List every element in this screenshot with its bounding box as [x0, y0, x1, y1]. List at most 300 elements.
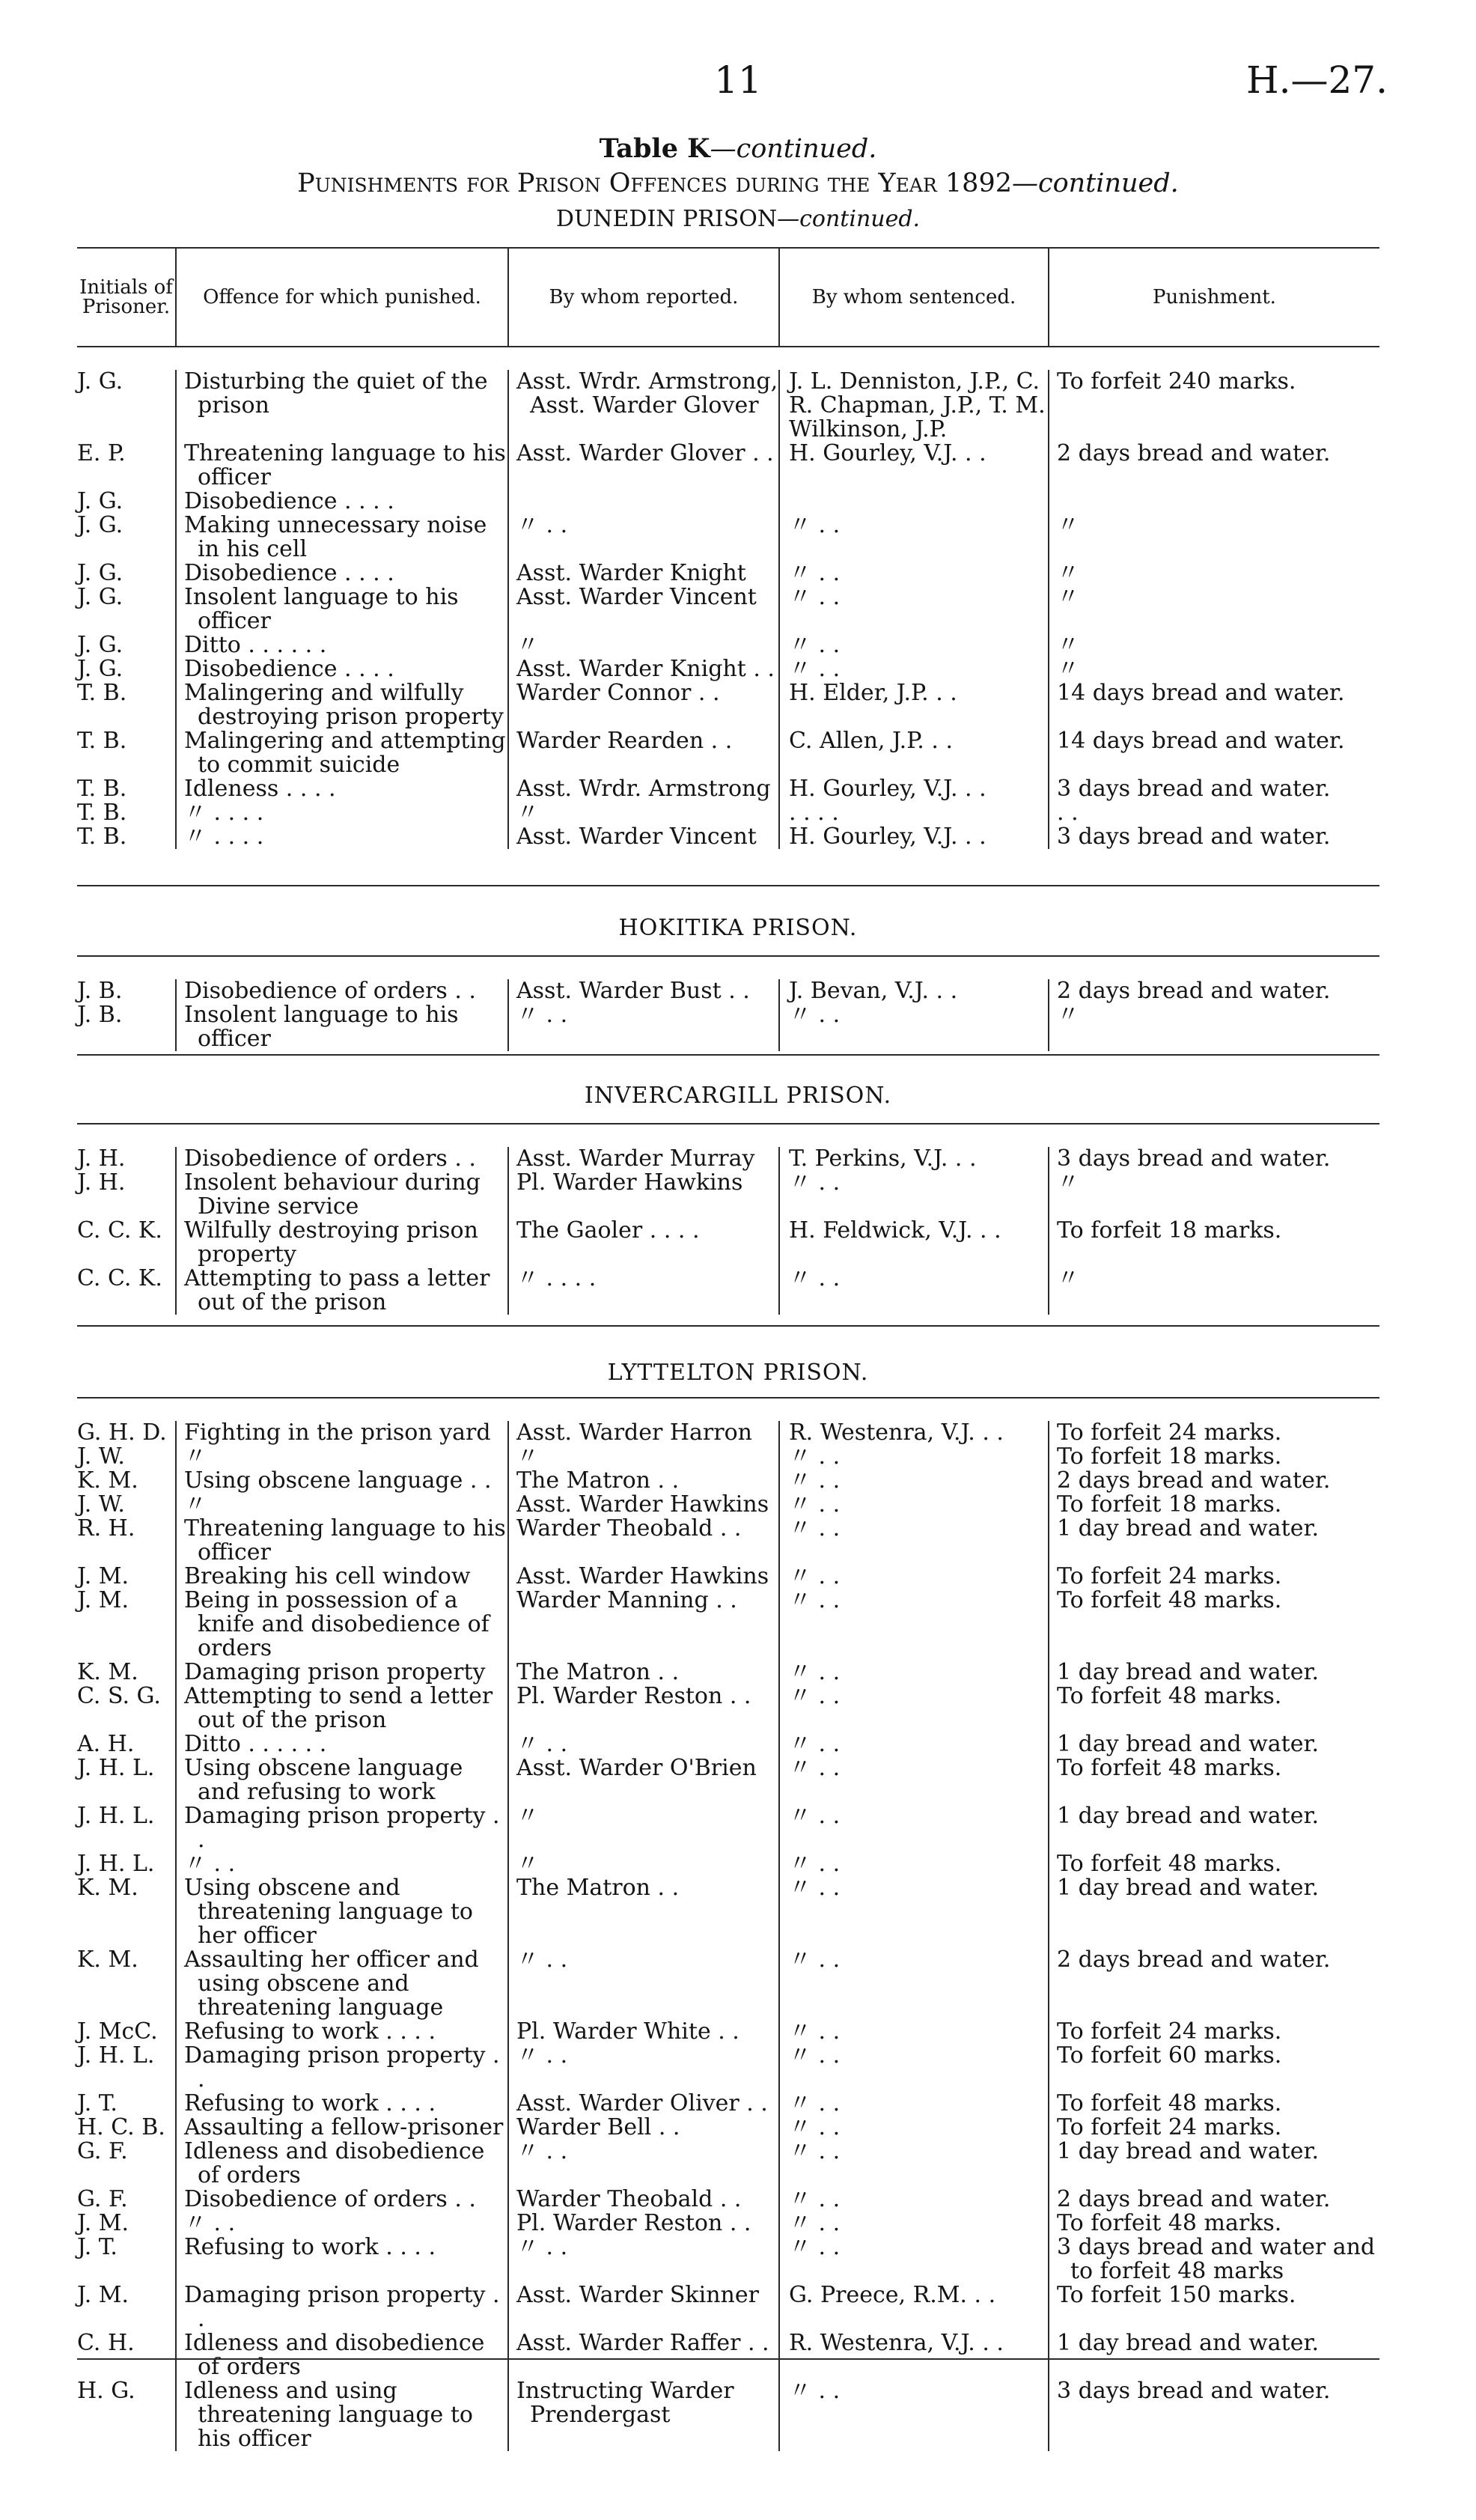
column-header: Offence for which punished. [176, 248, 508, 347]
reported-by-cell: The Matron . . [508, 1661, 779, 1684]
section-rule [77, 955, 1379, 957]
punishment-cell: To forfeit 240 marks. [1049, 370, 1379, 442]
table-row [77, 801, 1379, 825]
sentenced-by-cell: 〃 . . [779, 1876, 1049, 1948]
sentenced-by-cell: H. Gourley, V.J. . . [779, 442, 1049, 490]
sentenced-by-cell: 〃 . . [779, 514, 1049, 561]
sentenced-by-cell: 〃 . . [779, 2236, 1049, 2283]
punishment-cell: To forfeit 48 marks. [1049, 2212, 1379, 2236]
table-row [77, 657, 1379, 681]
section-rule [77, 1397, 1379, 1399]
prisoner-initials-cell: J. M. [77, 2282, 129, 2308]
table-row [77, 1171, 1379, 1219]
sentenced-by-cell: 〃 . . [779, 2188, 1049, 2212]
punishment-cell: . . [1049, 801, 1379, 825]
section-rule [77, 1054, 1379, 1056]
prisoner-initials-cell: J. G. [77, 632, 123, 658]
offence-cell: Damaging prison property . . [176, 2283, 508, 2331]
table-row [77, 1852, 1379, 1876]
prisoner-initials-cell: H. G. [77, 2378, 135, 2404]
offence-cell: 〃 . . . . [176, 825, 508, 849]
prisoner-initials-cell: K. M. [77, 1947, 138, 1973]
punishment-cell: 3 days bread and water. [1049, 777, 1379, 801]
prisoner-initials-cell: T. B. [77, 728, 127, 754]
prisoner-initials-cell: J. M. [77, 1563, 129, 1589]
punishment-cell: To forfeit 24 marks. [1049, 2116, 1379, 2140]
reported-by-cell: Asst. Wrdr. Armstrong, Asst. Warder Glover [508, 370, 779, 442]
prisoner-initials-cell: J. B. [77, 1002, 123, 1028]
sentenced-by-cell: 〃 . . [779, 1565, 1049, 1589]
sentenced-by-cell: R. Westenra, V.J. . . [779, 1421, 1049, 1445]
prisoner-initials-cell: A. H. [77, 1731, 135, 1757]
table-row [77, 2236, 1379, 2283]
reported-by-cell: Pl. Warder Reston . . [508, 2212, 779, 2236]
punishment-cell: 1 day bread and water. [1049, 1876, 1379, 1948]
punishment-cell: 3 days bread and water. [1049, 2379, 1379, 2451]
offence-cell: Disobedience of orders . . [176, 2188, 508, 2212]
prisoner-initials-cell: C. S. G. [77, 1683, 161, 1709]
offence-cell: Damaging prison property . . [176, 1804, 508, 1852]
punishment-cell: 〃 [1049, 1267, 1379, 1315]
table-row [77, 1661, 1379, 1684]
table-row [77, 1756, 1379, 1804]
offence-cell: Insolent language to his officer [176, 1003, 508, 1051]
sentenced-by-cell: H. Feldwick, V.J. . . [779, 1219, 1049, 1267]
sentenced-by-cell: R. Westenra, V.J. . . [779, 2331, 1049, 2379]
offence-cell: Being in possession of a knife and disobedience of orders [176, 1589, 508, 1661]
offence-cell: 〃 . . [176, 1852, 508, 1876]
punishment-cell: To forfeit 48 marks. [1049, 1756, 1379, 1804]
sentenced-by-cell: 〃 . . [779, 2140, 1049, 2188]
subtitle-text: Punishments for Prison Offences during the Year 1892 [297, 168, 1012, 198]
sentenced-by-cell: 〃 . . [779, 1948, 1049, 2020]
section-rule [77, 885, 1379, 886]
offence-cell: 〃 . . [176, 2212, 508, 2236]
offence-cell: Disobedience of orders . . [176, 1147, 508, 1171]
table-row [77, 2379, 1379, 2451]
reported-by-cell: Asst. Warder Raffer . . [508, 2331, 779, 2379]
sentenced-by-cell: 〃 . . [779, 2092, 1049, 2116]
prisoner-initials-cell: J. McC. [77, 2018, 158, 2045]
offence-cell: Fighting in the prison yard [176, 1421, 508, 1445]
prison-title [0, 206, 1476, 232]
table-row [77, 1469, 1379, 1493]
offence-cell: Using obscene and threatening language to her officer [176, 1876, 508, 1948]
reported-by-cell: 〃 [508, 1852, 779, 1876]
reported-by-cell: Asst. Warder Harron [508, 1421, 779, 1445]
invercargill-table [77, 1147, 1379, 1315]
table-row [77, 1684, 1379, 1732]
prisoner-initials-cell: T. B. [77, 824, 127, 850]
column-header-row [77, 248, 1379, 347]
prisoner-initials-cell: J. H. [77, 1169, 126, 1196]
sentenced-by-cell: 〃 . . [779, 1445, 1049, 1469]
punishment-cell: 1 day bread and water. [1049, 1661, 1379, 1684]
prisoner-initials-cell: J. G. [77, 656, 123, 682]
reported-by-cell: Warder Theobald . . [508, 1517, 779, 1565]
offence-cell: Refusing to work . . . . [176, 2020, 508, 2044]
section-rule [77, 1123, 1379, 1124]
reported-by-cell: Pl. Warder White . . [508, 2020, 779, 2044]
punishment-cell: 3 days bread and water. [1049, 825, 1379, 849]
reported-by-cell: 〃 . . . . [508, 1267, 779, 1315]
punishment-cell: 2 days bread and water. [1049, 442, 1379, 490]
offence-cell: Malingering and attempting to commit suicide [176, 729, 508, 777]
table-row [77, 979, 1379, 1003]
offence-cell: Refusing to work . . . . [176, 2236, 508, 2283]
punishment-cell: 14 days bread and water. [1049, 729, 1379, 777]
punishment-cell: 2 days bread and water. [1049, 2188, 1379, 2212]
reported-by-cell: 〃 [508, 801, 779, 825]
reported-by-cell: Asst. Warder Knight [508, 561, 779, 585]
prisoner-initials-cell: J. H. L. [77, 2042, 155, 2069]
offence-cell: Attempting to send a letter out of the prison [176, 1684, 508, 1732]
punishment-cell: 1 day bread and water. [1049, 2140, 1379, 2188]
reported-by-cell: The Gaoler . . . . [508, 1219, 779, 1267]
subtitle-suffix: —continued. [1012, 168, 1179, 198]
table-row [77, 1267, 1379, 1315]
sentenced-by-cell: G. Preece, R.M. . . [779, 2283, 1049, 2331]
punishment-cell: 3 days bread and water and to forfeit 48 marks [1049, 2236, 1379, 2283]
sentenced-by-cell: H. Gourley, V.J. . . [779, 825, 1049, 849]
punishment-cell: To forfeit 18 marks. [1049, 1493, 1379, 1517]
table-row [77, 514, 1379, 561]
offence-cell: Making unnecessary noise in his cell [176, 514, 508, 561]
reported-by-cell: 〃 . . [508, 1732, 779, 1756]
table-row [77, 1003, 1379, 1051]
offence-cell: Disobedience . . . . [176, 657, 508, 681]
punishment-cell: To forfeit 18 marks. [1049, 1219, 1379, 1267]
section-title-lyttelton: LYTTELTON PRISON. [607, 1360, 869, 1386]
table-row [77, 633, 1379, 657]
table-subtitle [0, 168, 1476, 198]
sentenced-by-cell: 〃 . . [779, 1804, 1049, 1852]
table-row [77, 2092, 1379, 2116]
sentenced-by-cell: C. Allen, J.P. . . [779, 729, 1049, 777]
sentenced-by-cell: 〃 . . [779, 2020, 1049, 2044]
section-title-invercargill: INVERCARGILL PRISON. [584, 1083, 892, 1109]
sentenced-by-cell: 〃 . . [779, 1267, 1049, 1315]
table-row [77, 777, 1379, 801]
punishment-cell: 1 day bread and water. [1049, 2331, 1379, 2379]
prisoner-initials-cell: G. F. [77, 2186, 128, 2212]
punishment-cell: To forfeit 24 marks. [1049, 1421, 1379, 1445]
sentenced-by-cell: J. Bevan, V.J. . . [779, 979, 1049, 1003]
sentenced-by-cell: 〃 . . [779, 2116, 1049, 2140]
prison-title-suffix: —continued. [777, 206, 921, 232]
table-row [77, 681, 1379, 729]
column-header-table [77, 247, 1379, 347]
offence-cell: Threatening language to his officer [176, 1517, 508, 1565]
offence-cell: Using obscene language . . [176, 1469, 508, 1493]
column-header: Initials of Prisoner. [77, 248, 176, 347]
table-title [0, 133, 1476, 164]
table-row [77, 1876, 1379, 1948]
prisoner-initials-cell: J. G. [77, 488, 123, 514]
prisoner-initials-cell: C. C. K. [77, 1217, 162, 1244]
offence-cell: Assaulting her officer and using obscene and threatening language [176, 1948, 508, 2020]
reported-by-cell: Asst. Warder Glover . . [508, 442, 779, 490]
prison-title-text: DUNEDIN PRISON [555, 206, 778, 232]
prisoner-initials-cell: K. M. [77, 1875, 138, 1901]
reported-by-cell: 〃 . . [508, 514, 779, 561]
reported-by-cell: 〃 . . [508, 2140, 779, 2188]
offence-cell: Idleness and using threatening language to his officer [176, 2379, 508, 2451]
sentenced-by-cell: H. Elder, J.P. . . [779, 681, 1049, 729]
prisoner-initials-cell: J. G. [77, 584, 123, 610]
table-row [77, 1565, 1379, 1589]
punishment-cell: To forfeit 18 marks. [1049, 1445, 1379, 1469]
section-rule [77, 2358, 1379, 2360]
offence-cell: Refusing to work . . . . [176, 2092, 508, 2116]
table-row [77, 2116, 1379, 2140]
prisoner-initials-cell: J. M. [77, 2210, 129, 2236]
sentenced-by-cell: 〃 . . [779, 1469, 1049, 1493]
offence-cell: Disobedience . . . . [176, 490, 508, 514]
punishment-cell: 1 day bread and water. [1049, 1804, 1379, 1852]
reported-by-cell: Asst. Warder Vincent [508, 825, 779, 849]
prisoner-initials-cell: J. G. [77, 512, 123, 538]
sentenced-by-cell: 〃 . . [779, 1684, 1049, 1732]
table-row [77, 2140, 1379, 2188]
punishment-cell: 〃 [1049, 514, 1379, 561]
page-number: 11 [714, 58, 762, 102]
punishment-cell: 〃 [1049, 585, 1379, 633]
table-row [77, 1445, 1379, 1469]
punishment-cell: To forfeit 24 marks. [1049, 2020, 1379, 2044]
offence-cell: Insolent language to his officer [176, 585, 508, 633]
reported-by-cell: Asst. Warder Hawkins [508, 1565, 779, 1589]
table-row [77, 825, 1379, 849]
reported-by-cell: Warder Bell . . [508, 2116, 779, 2140]
prisoner-initials-cell: J. T. [77, 2234, 118, 2260]
reported-by-cell: The Matron . . [508, 1469, 779, 1493]
prisoner-initials-cell: H. C. B. [77, 2114, 165, 2140]
prisoner-initials-cell: R. H. [77, 1515, 135, 1541]
prisoner-initials-cell: J. H. L. [77, 1803, 155, 1829]
sentenced-by-cell: 〃 . . [779, 1756, 1049, 1804]
prisoner-initials-cell: K. M. [77, 1659, 138, 1685]
reported-by-cell: Asst. Warder Bust . . [508, 979, 779, 1003]
sentenced-by-cell: 〃 . . [779, 1589, 1049, 1661]
table-row [77, 2044, 1379, 2092]
reported-by-cell: Warder Rearden . . [508, 729, 779, 777]
prisoner-initials-cell: J. G. [77, 560, 123, 586]
offence-cell: Damaging prison property [176, 1661, 508, 1684]
punishment-cell: 2 days bread and water. [1049, 1948, 1379, 2020]
offence-cell: Breaking his cell window [176, 1565, 508, 1589]
punishment-cell: 2 days bread and water. [1049, 1469, 1379, 1493]
section-title-hokitika: HOKITIKA PRISON. [618, 915, 858, 941]
sentenced-by-cell [779, 490, 1049, 514]
reported-by-cell: The Matron . . [508, 1876, 779, 1948]
table-row [77, 1219, 1379, 1267]
offence-cell: Attempting to pass a letter out of the prison [176, 1267, 508, 1315]
column-header: By whom reported. [508, 248, 779, 347]
reported-by-cell: Warder Theobald . . [508, 2188, 779, 2212]
offence-cell: 〃 . . . . [176, 801, 508, 825]
punishment-cell: 1 day bread and water. [1049, 1732, 1379, 1756]
sentenced-by-cell: 〃 . . [779, 561, 1049, 585]
sentenced-by-cell: 〃 . . [779, 585, 1049, 633]
sentenced-by-cell: H. Gourley, V.J. . . [779, 777, 1049, 801]
table-row [77, 2020, 1379, 2044]
reported-by-cell: Instructing Warder Prendergast [508, 2379, 779, 2451]
sentenced-by-cell: 〃 . . [779, 633, 1049, 657]
table-row [77, 370, 1379, 442]
prisoner-initials-cell: T. B. [77, 800, 127, 826]
table-row [77, 1948, 1379, 2020]
section-rule [77, 1325, 1379, 1327]
reported-by-cell: Asst. Warder Vincent [508, 585, 779, 633]
table-row [77, 1589, 1379, 1661]
reported-by-cell: 〃 . . [508, 1948, 779, 2020]
table-row [77, 561, 1379, 585]
prisoner-initials-cell: G. F. [77, 2138, 128, 2164]
punishment-cell: To forfeit 48 marks. [1049, 1589, 1379, 1661]
sentenced-by-cell: 〃 . . [779, 657, 1049, 681]
offence-cell: Idleness and disobedience of orders [176, 2140, 508, 2188]
prisoner-initials-cell: C. H. [77, 2330, 135, 2356]
prisoner-initials-cell: T. B. [77, 776, 127, 802]
table-title-suffix: —continued. [710, 134, 877, 164]
column-header: By whom sentenced. [779, 248, 1049, 347]
dunedin-table [77, 370, 1379, 849]
punishment-cell: 3 days bread and water. [1049, 1147, 1379, 1171]
prisoner-initials-cell: J. B. [77, 978, 123, 1004]
punishment-cell: To forfeit 60 marks. [1049, 2044, 1379, 2092]
sentenced-by-cell: 〃 . . [779, 2379, 1049, 2451]
sentenced-by-cell: 〃 . . [779, 2044, 1049, 2092]
offence-cell: Disturbing the quiet of the prison [176, 370, 508, 442]
offence-cell: Damaging prison property . . [176, 2044, 508, 2092]
offence-cell: Malingering and wilfully destroying prison property [176, 681, 508, 729]
punishment-cell: To forfeit 24 marks. [1049, 1565, 1379, 1589]
offence-cell: Threatening language to his officer [176, 442, 508, 490]
sentenced-by-cell: T. Perkins, V.J. . . [779, 1147, 1049, 1171]
punishment-cell: To forfeit 48 marks. [1049, 1852, 1379, 1876]
reported-by-cell: Asst. Warder Murray [508, 1147, 779, 1171]
punishment-cell: 〃 [1049, 1003, 1379, 1051]
prisoner-initials-cell: C. C. K. [77, 1265, 162, 1291]
sentenced-by-cell: . . . . [779, 801, 1049, 825]
hokitika-table [77, 979, 1379, 1051]
punishment-cell: 〃 [1049, 657, 1379, 681]
table-row [77, 2331, 1379, 2379]
punishment-cell: To forfeit 48 marks. [1049, 1684, 1379, 1732]
reported-by-cell: 〃 . . [508, 2044, 779, 2092]
sentenced-by-cell: 〃 . . [779, 1171, 1049, 1219]
reported-by-cell: Asst. Warder Skinner [508, 2283, 779, 2331]
sentenced-by-cell: J. L. Denniston, J.P., C. R. Chapman, J.P., T. M. Wilkinson, J.P. [779, 370, 1049, 442]
reported-by-cell: Asst. Warder Hawkins [508, 1493, 779, 1517]
table-row [77, 1732, 1379, 1756]
punishment-cell: 14 days bread and water. [1049, 681, 1379, 729]
prisoner-initials-cell: J. H. [77, 1145, 126, 1172]
reported-by-cell: Warder Manning . . [508, 1589, 779, 1661]
table-row [77, 2212, 1379, 2236]
offence-cell: Assaulting a fellow-prisoner [176, 2116, 508, 2140]
offence-cell: 〃 [176, 1445, 508, 1469]
reported-by-cell: Asst. Warder Knight . . [508, 657, 779, 681]
punishment-cell: 2 days bread and water. [1049, 979, 1379, 1003]
table-row [77, 2283, 1379, 2331]
offence-cell: Disobedience . . . . [176, 561, 508, 585]
sentenced-by-cell: 〃 . . [779, 1732, 1049, 1756]
prisoner-initials-cell: J. H. L. [77, 1755, 155, 1781]
document-reference: H.—27. [1245, 58, 1388, 102]
offence-cell: Using obscene language and refusing to work [176, 1756, 508, 1804]
prisoner-initials-cell: G. H. D. [77, 1419, 167, 1446]
prisoner-initials-cell: J. M. [77, 1587, 129, 1613]
punishment-cell [1049, 490, 1379, 514]
sentenced-by-cell: 〃 . . [779, 1003, 1049, 1051]
table-title-text: Table K [599, 133, 710, 164]
prisoner-initials-cell: J. W. [77, 1443, 125, 1470]
reported-by-cell [508, 490, 779, 514]
offence-cell: 〃 [176, 1493, 508, 1517]
table-row [77, 1804, 1379, 1852]
offence-cell: Wilfully destroying prison property [176, 1219, 508, 1267]
reported-by-cell: Pl. Warder Hawkins [508, 1171, 779, 1219]
reported-by-cell: 〃 [508, 633, 779, 657]
punishment-cell: 1 day bread and water. [1049, 1517, 1379, 1565]
reported-by-cell: Asst. Warder Oliver . . [508, 2092, 779, 2116]
punishment-cell: 〃 [1049, 561, 1379, 585]
sentenced-by-cell: 〃 . . [779, 2212, 1049, 2236]
reported-by-cell: 〃 [508, 1804, 779, 1852]
prisoner-initials-cell: T. B. [77, 680, 127, 706]
sentenced-by-cell: 〃 . . [779, 1852, 1049, 1876]
reported-by-cell: 〃 . . [508, 1003, 779, 1051]
reported-by-cell: 〃 . . [508, 2236, 779, 2283]
prisoner-initials-cell: E. P. [77, 440, 126, 466]
sentenced-by-cell: 〃 . . [779, 1517, 1049, 1565]
table-row [77, 729, 1379, 777]
table-row [77, 1421, 1379, 1445]
table-row [77, 2188, 1379, 2212]
table-row [77, 1517, 1379, 1565]
prisoner-initials-cell: J. G. [77, 368, 123, 395]
table-row [77, 490, 1379, 514]
punishment-cell: To forfeit 150 marks. [1049, 2283, 1379, 2331]
sentenced-by-cell: 〃 . . [779, 1493, 1049, 1517]
table-row [77, 1493, 1379, 1517]
table-row [77, 1147, 1379, 1171]
prisoner-initials-cell: J. H. L. [77, 1851, 155, 1877]
punishment-cell: 〃 [1049, 633, 1379, 657]
reported-by-cell: Pl. Warder Reston . . [508, 1684, 779, 1732]
offence-cell: Idleness . . . . [176, 777, 508, 801]
lyttelton-table [77, 1421, 1379, 2451]
reported-by-cell: Warder Connor . . [508, 681, 779, 729]
prisoner-initials-cell: J. W. [77, 1491, 125, 1518]
offence-cell: Ditto . . . . . . [176, 1732, 508, 1756]
reported-by-cell: Asst. Wrdr. Armstrong [508, 777, 779, 801]
reported-by-cell: 〃 [508, 1445, 779, 1469]
table-row [77, 585, 1379, 633]
punishment-cell: To forfeit 48 marks. [1049, 2092, 1379, 2116]
sentenced-by-cell: 〃 . . [779, 1661, 1049, 1684]
column-header: Punishment. [1049, 248, 1379, 347]
offence-cell: Ditto . . . . . . [176, 633, 508, 657]
offence-cell: Insolent behaviour during Divine service [176, 1171, 508, 1219]
prisoner-initials-cell: K. M. [77, 1467, 138, 1494]
offence-cell: Disobedience of orders . . [176, 979, 508, 1003]
punishment-cell: 〃 [1049, 1171, 1379, 1219]
table-row [77, 442, 1379, 490]
reported-by-cell: Asst. Warder O'Brien [508, 1756, 779, 1804]
